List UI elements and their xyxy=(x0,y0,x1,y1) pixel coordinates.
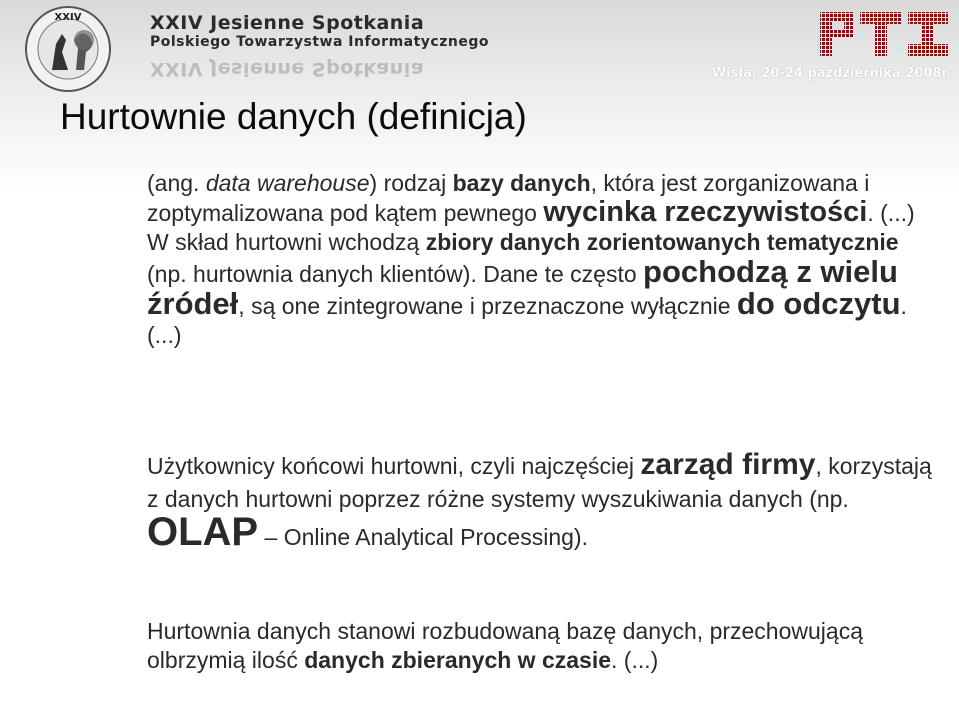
p1-text: . (...) W skład hurtowni wchodzą xyxy=(147,200,915,255)
organizer-name: Polskiego Towarzystwa Informatycznego xyxy=(150,34,489,50)
p2-emphasis-large: zarząd firmy xyxy=(640,448,816,481)
p1-text: (ang. xyxy=(147,170,206,196)
p1-text: , która jest zorganizowana i zoptymalizowana pod kątem pewnego xyxy=(147,170,870,226)
p1-term-english: data warehouse xyxy=(205,170,370,196)
conference-logo-icon xyxy=(22,4,114,94)
event-date-place: Wisła, 20-24 października 2008r. xyxy=(711,66,951,81)
p2-text: – Online Analytical Processing). xyxy=(258,524,588,550)
p3-emphasis: danych zbieranych w czasie xyxy=(304,647,612,673)
slide-title: Hurtownie danych (definicja) xyxy=(60,96,527,137)
p1-emphasis-large: wycinka rzeczywistości xyxy=(543,196,868,228)
paragraph-definition xyxy=(147,169,927,350)
p3-text: . (...) xyxy=(611,647,659,673)
p1-text: . (...) xyxy=(147,293,907,348)
paragraph-users xyxy=(147,448,937,554)
header-background xyxy=(0,0,959,190)
p1-emphasis: bazy danych xyxy=(452,170,591,196)
logo-edition: XXIV xyxy=(54,12,82,23)
p1-emphasis-large: do odczytu xyxy=(736,286,901,321)
pti-logo-icon xyxy=(818,10,950,58)
p2-text: Użytkownicy końcowi hurtowni, czyli najczęściej xyxy=(147,453,641,479)
p1-emphasis-large: pochodzą z wielu źródeł xyxy=(147,254,898,321)
p1-text: ) rodzaj xyxy=(369,170,453,196)
p2-text: , korzystają z danych hurtowni poprzez różne systemy wyszukiwania danych (np. xyxy=(147,453,932,512)
event-name: XXIV Jesienne Spotkania xyxy=(150,12,425,34)
p1-text: , są one zintegrowane i przeznaczone wyłącznie xyxy=(238,293,737,319)
p1-text: (np. hurtownia danych klientów). Dane te często xyxy=(147,261,644,287)
paragraph-summary xyxy=(147,617,937,675)
p1-emphasis: zbiory danych zorientowanych tematycznie xyxy=(425,229,899,255)
event-name-reflection: XXIV Jesienne Spotkania xyxy=(150,58,425,80)
p2-olap-term: OLAP xyxy=(147,510,259,554)
p3-text: Hurtownia danych stanowi rozbudowaną bazę danych, przechowującą olbrzymią ilość xyxy=(147,618,863,673)
